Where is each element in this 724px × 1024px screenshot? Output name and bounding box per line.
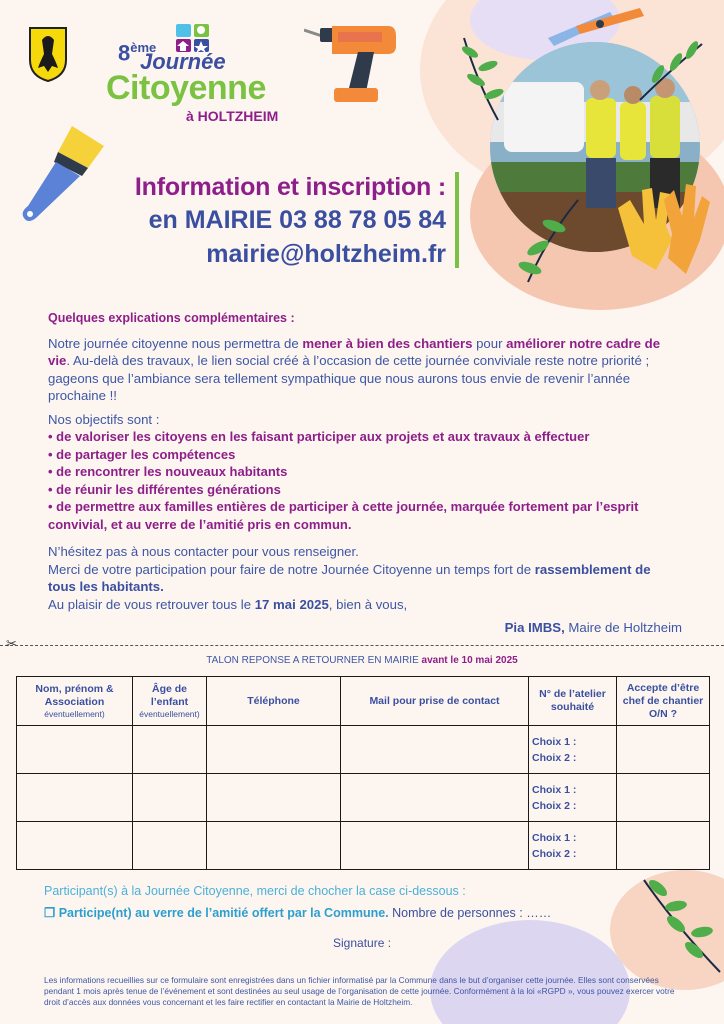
telephone-cell[interactable] <box>207 822 341 870</box>
verre-amitie-option <box>44 902 551 924</box>
nom-cell[interactable] <box>17 726 133 774</box>
holtzheim-coat-of-arms-logo <box>28 26 68 82</box>
objective-item: • de valoriser les citoyens en les faisant participer aux projets et aux travaux à effectuer <box>48 429 590 444</box>
verre-amitie-label: Participe(nt) au verre de l’amitié offert par la Commune. <box>58 906 389 920</box>
chef-cell[interactable] <box>617 726 710 774</box>
talon-title: TALON REPONSE A RETOURNER EN MAIRIE avant le 10 mai 2025 <box>206 655 518 666</box>
mail-cell[interactable] <box>341 774 529 822</box>
col-mail: Mail pour prise de contact <box>341 677 529 726</box>
rgpd-notice: Les informations recueillies sur ce formulaire sont enregistrées dans un fichier informatisé par la Commune dans le but d’organiser cette journée. Elles sont conservées pendant 1 mois après tenue de l’événement et sont destinées au seul usage de l’organisation de cette journée. Conformément à la loi «RGPD », vous pouvez exercer votre droit d’accès aux données vous concernant et les faire rectifier en contactant la Mairie de Holtzheim. <box>44 975 675 1007</box>
objective-item: • de réunir les différentes générations <box>48 481 281 497</box>
signature-field[interactable]: Signature : <box>333 936 392 950</box>
chef-cell[interactable] <box>617 822 710 870</box>
objective-item: • de partager les compétences <box>48 446 236 462</box>
mail-cell[interactable] <box>341 726 529 774</box>
edition-number: 8ème <box>118 40 157 66</box>
age-cell[interactable] <box>133 774 207 822</box>
age-cell[interactable] <box>133 822 207 870</box>
paintbrush-icon <box>16 122 108 226</box>
plaisir-line: Au plaisir de vous retrouver tous le 17 mai 2025, bien à vous, <box>48 596 408 612</box>
table-row <box>17 822 710 870</box>
telephone-cell[interactable] <box>207 774 341 822</box>
leaves-icon <box>636 876 724 976</box>
leaves-icon <box>458 34 508 124</box>
drill-icon <box>304 22 400 108</box>
checkbox-icon[interactable]: ❒ <box>44 906 56 920</box>
nom-cell[interactable] <box>17 774 133 822</box>
scissors-icon: ✂ <box>6 636 17 651</box>
citoyenne-label: Citoyenne <box>106 69 266 107</box>
contact-info <box>104 172 446 271</box>
title-accent-bar <box>455 172 459 268</box>
atelier-cell[interactable]: Choix 1 : Choix 2 : <box>529 726 617 774</box>
nom-cell[interactable] <box>17 822 133 870</box>
mairie-email[interactable]: mairie@holtzheim.fr <box>206 240 446 268</box>
gloves-icon <box>612 180 714 276</box>
col-nom: Nom, prénom & Association éventuellement) <box>17 677 133 726</box>
persons-count-field[interactable]: Nombre de personnes : …… <box>388 906 552 920</box>
contact-line: N’hésitez pas à nous contacter pour vous renseigner. <box>48 544 359 559</box>
atelier-cell[interactable]: Choix 1 : Choix 2 : <box>529 774 617 822</box>
leaves-icon <box>636 34 706 104</box>
mail-cell[interactable] <box>341 822 529 870</box>
table-row <box>17 774 710 822</box>
col-chef: Accepte d’être chef de chantier O/N ? <box>617 677 710 726</box>
chef-cell[interactable] <box>617 774 710 822</box>
registration-table <box>16 676 710 870</box>
col-telephone: Téléphone <box>207 677 341 726</box>
info-heading: Information et inscription : <box>134 173 446 201</box>
section-heading: Quelques explications complémentaires : <box>48 311 295 325</box>
col-atelier: N° de l’atelier souhaité <box>529 677 617 726</box>
explanation-section <box>48 310 682 637</box>
cut-line <box>0 645 724 646</box>
objectives-intro: Nos objectifs sont : <box>48 411 160 427</box>
intro-paragraph: Notre journée citoyenne nous permettra de mener à bien des chantiers pour améliorer notre cadre de vie. Au-delà des travaux, le lien social créé à l’occasion de cette journée conviviale reste notre priorité ; gageons que l’ambiance sera tellement sympathique que nous aurons tous envie de revenir l’année prochaine !! <box>48 335 661 403</box>
col-age: Âge de l’enfant éventuellement) <box>133 677 207 726</box>
table-row <box>17 726 710 774</box>
background-blob <box>430 920 630 1024</box>
telephone-cell[interactable] <box>207 726 341 774</box>
atelier-cell[interactable]: Choix 1 : Choix 2 : <box>529 822 617 870</box>
participation-instruction: Participant(s) à la Journée Citoyenne, merci de chocher la case ci-dessous : <box>44 884 466 898</box>
merci-line: Merci de votre participation pour faire de notre Journée Citoyenne un temps fort de rassemblement de tous les habitants. <box>48 561 651 594</box>
signer: Pia IMBS, Maire de Holtzheim <box>504 620 682 635</box>
lieu-label: à HOLTZHEIM <box>186 108 279 124</box>
journee-label: Journée <box>140 49 226 74</box>
mairie-phone: en MAIRIE 03 88 78 05 84 <box>148 206 446 234</box>
objective-item: • de rencontrer les nouveaux habitants <box>48 464 288 479</box>
age-cell[interactable] <box>133 726 207 774</box>
leaves-icon <box>508 196 588 286</box>
objective-item: • de permettre aux familles entières de participer à cette journée, marquée fortement par l’esprit convivial, et au verre de l’amitié pris en commun. <box>48 499 639 532</box>
participation-section <box>44 880 551 924</box>
table-header-row <box>17 677 710 726</box>
